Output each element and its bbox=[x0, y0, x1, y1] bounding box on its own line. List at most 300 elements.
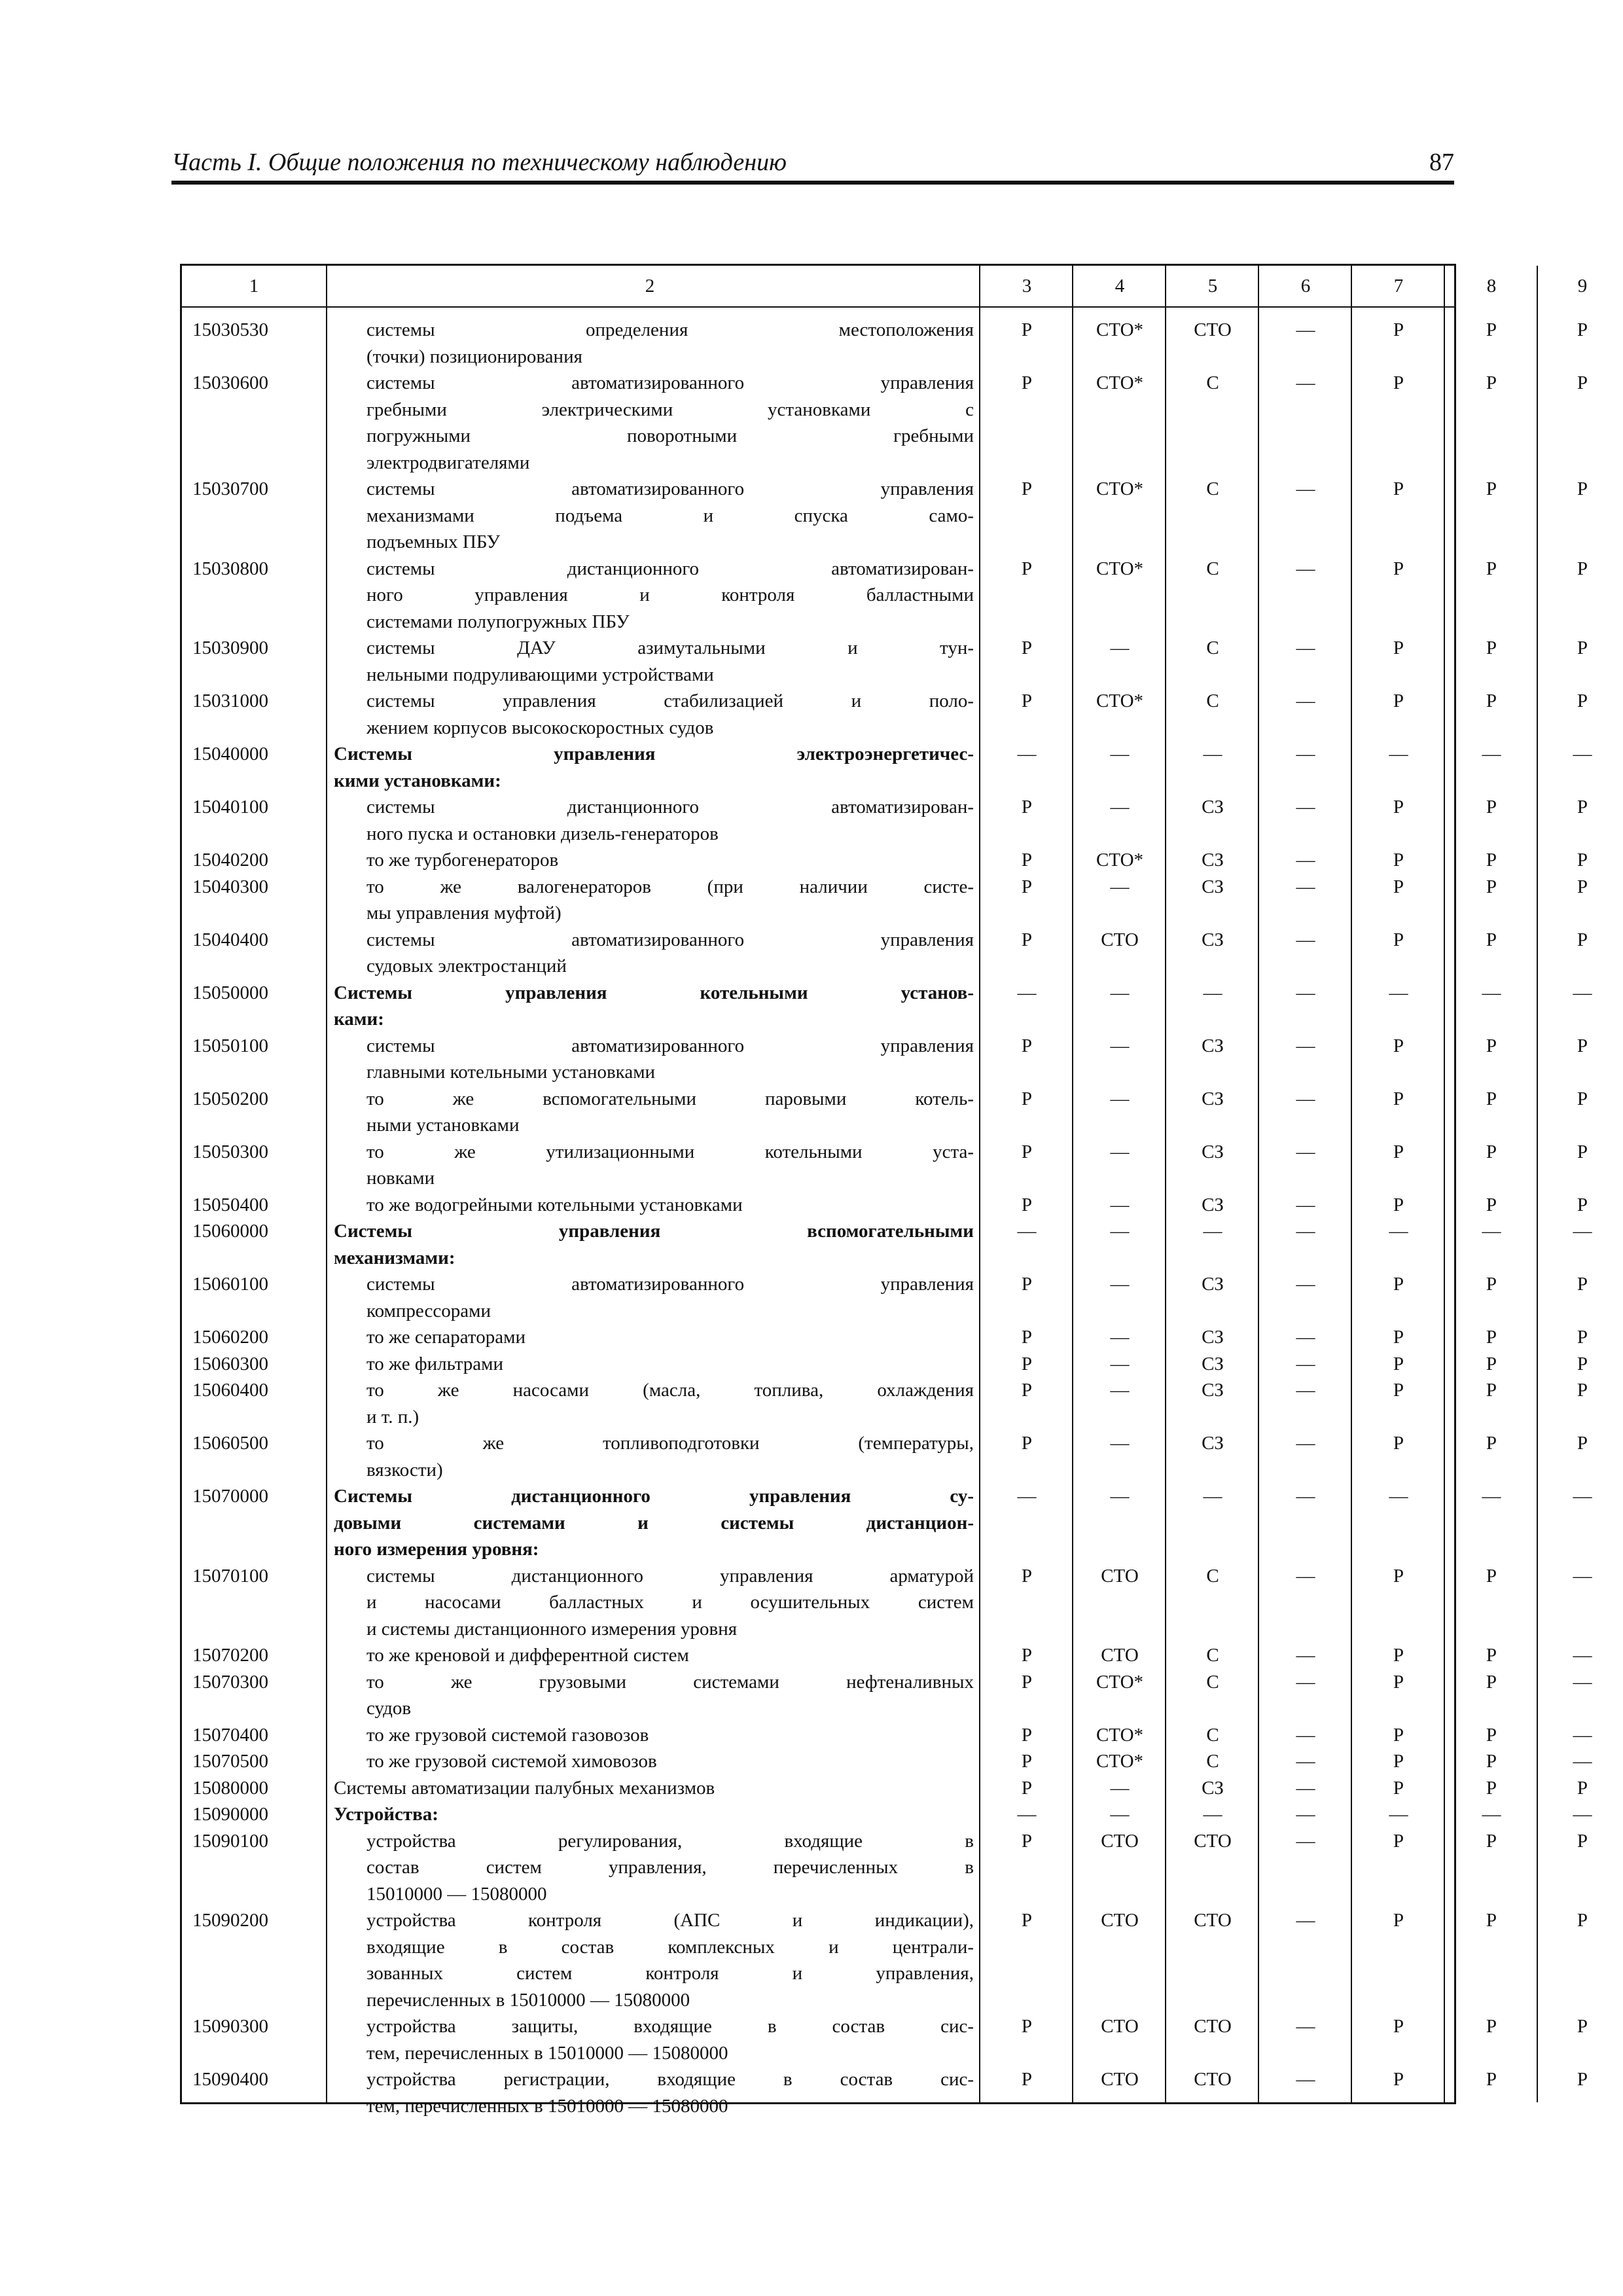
row-value: Р bbox=[1577, 1088, 1588, 1109]
row-value: СТО* bbox=[1096, 372, 1144, 393]
row-description bbox=[366, 1271, 974, 1324]
row-value: — bbox=[1482, 1221, 1501, 1242]
row-value: Р bbox=[1486, 1141, 1497, 1162]
row-value: СТО bbox=[1194, 319, 1232, 340]
row-value: — bbox=[1296, 1910, 1315, 1931]
row-code: 15070300 bbox=[192, 1671, 268, 1693]
column-header: 9 bbox=[1577, 276, 1588, 296]
row-value: Р bbox=[1486, 876, 1497, 897]
description-line: компрессорами bbox=[366, 1300, 491, 1321]
row-value: — bbox=[1296, 1724, 1315, 1746]
table-row bbox=[182, 980, 1592, 1033]
row-value: Р bbox=[1021, 558, 1033, 579]
row-value: Р bbox=[1021, 1380, 1033, 1401]
row-value: Р bbox=[1577, 691, 1588, 711]
row-value: — bbox=[1110, 1088, 1130, 1109]
column-header: 4 bbox=[1115, 276, 1125, 296]
description-line: кими установками: bbox=[334, 770, 501, 791]
description-line: то же фильтрами bbox=[366, 1353, 503, 1374]
row-code: 15040300 bbox=[192, 876, 268, 897]
row-value: — bbox=[1110, 1380, 1130, 1401]
row-value: С bbox=[1206, 372, 1219, 393]
row-value: Р bbox=[1486, 1433, 1497, 1454]
row-value: — bbox=[1296, 850, 1315, 870]
row-description bbox=[366, 847, 974, 874]
row-value: — bbox=[1573, 1671, 1592, 1693]
row-value: СТО* bbox=[1096, 1724, 1144, 1746]
row-value: Р bbox=[1577, 850, 1588, 870]
row-code: 15060500 bbox=[192, 1433, 268, 1454]
row-value: — bbox=[1110, 1327, 1130, 1348]
row-code: 15050300 bbox=[192, 1141, 268, 1162]
row-value: Р bbox=[1021, 319, 1033, 340]
row-description bbox=[366, 1642, 974, 1669]
description-line: мы управления муфтой) bbox=[366, 903, 562, 924]
row-value: — bbox=[1296, 1777, 1315, 1799]
row-description bbox=[366, 1828, 974, 1908]
row-value: Р bbox=[1021, 2016, 1033, 2037]
row-value: Р bbox=[1486, 1751, 1497, 1772]
row-value: Р bbox=[1021, 850, 1033, 870]
row-value: — bbox=[1389, 1804, 1408, 1825]
row-value: СЗ bbox=[1202, 1777, 1224, 1799]
row-value: Р bbox=[1393, 1194, 1404, 1215]
row-value: — bbox=[1296, 1327, 1315, 1348]
table-row bbox=[182, 1748, 1592, 1775]
row-code: 15070200 bbox=[192, 1645, 268, 1666]
description-line: системы автоматизированного управления bbox=[366, 1274, 974, 1295]
row-code: 15050400 bbox=[192, 1194, 268, 1215]
row-value: СТО* bbox=[1096, 691, 1144, 711]
description-line: то же турбогенераторов bbox=[366, 850, 559, 870]
description-line: устройства регулирования, входящие в bbox=[366, 1830, 974, 1852]
row-description bbox=[366, 1192, 974, 1219]
row-code: 15090100 bbox=[192, 1830, 268, 1852]
row-value: Р bbox=[1021, 1088, 1033, 1109]
row-value: Р bbox=[1393, 2016, 1404, 2037]
row-value: С bbox=[1206, 478, 1219, 499]
row-value: СЗ bbox=[1202, 1380, 1224, 1401]
description-line: 15010000 — 15080000 bbox=[366, 1883, 547, 1905]
description-line: Системы управления вспомогательными bbox=[334, 1221, 974, 1242]
row-value: Р bbox=[1393, 637, 1404, 658]
row-value: Р bbox=[1486, 691, 1497, 711]
page-header bbox=[171, 143, 1454, 185]
row-description bbox=[366, 1324, 974, 1351]
description-line: тем, перечисленных в 15010000 — 15080000 bbox=[366, 2095, 728, 2117]
row-code: 15040000 bbox=[192, 744, 268, 764]
row-value: Р bbox=[1021, 1353, 1033, 1374]
row-value: Р bbox=[1393, 1088, 1404, 1109]
row-code: 15040100 bbox=[192, 797, 268, 817]
description-line: зованных систем контроля и управления, bbox=[366, 1963, 974, 1984]
row-value: Р bbox=[1021, 1433, 1033, 1454]
description-line: устройства защиты, входящие в состав сис- bbox=[366, 2016, 974, 2037]
row-value: — bbox=[1017, 744, 1037, 764]
description-line: судов bbox=[366, 1698, 412, 1719]
row-value: — bbox=[1203, 1221, 1222, 1242]
row-code: 15030800 bbox=[192, 558, 268, 579]
row-value: — bbox=[1110, 797, 1130, 817]
description-line: входящие в состав комплексных и централи- bbox=[366, 1936, 974, 1958]
row-value: Р bbox=[1486, 637, 1497, 658]
row-value: Р bbox=[1021, 1830, 1033, 1852]
table-row bbox=[182, 1086, 1588, 1139]
row-value: — bbox=[1110, 1777, 1130, 1799]
row-value: Р bbox=[1393, 2069, 1404, 2090]
row-value: Р bbox=[1393, 1327, 1404, 1348]
description-line: то же утилизационными котельными уста- bbox=[366, 1141, 974, 1162]
row-value: СЗ bbox=[1202, 1194, 1224, 1215]
row-value: — bbox=[1389, 1486, 1408, 1507]
row-code: 15090300 bbox=[192, 2016, 268, 2037]
row-value: — bbox=[1573, 1486, 1592, 1507]
running-title: Часть I. Общие положения по техническому наблюдению bbox=[171, 149, 787, 176]
description-line: погружными поворотными гребными bbox=[366, 425, 974, 446]
row-value: Р bbox=[1486, 2069, 1497, 2090]
row-value: — bbox=[1482, 1486, 1501, 1507]
row-description bbox=[334, 741, 974, 794]
row-value: Р bbox=[1486, 797, 1497, 817]
row-value: Р bbox=[1393, 850, 1404, 870]
row-value: — bbox=[1482, 744, 1501, 764]
row-description bbox=[366, 2066, 974, 2119]
row-description bbox=[366, 1430, 974, 1483]
description-line: то же сепараторами bbox=[366, 1327, 526, 1348]
row-description bbox=[366, 1377, 974, 1430]
row-value: — bbox=[1296, 1274, 1315, 1295]
row-description bbox=[366, 476, 974, 556]
row-value: Р bbox=[1393, 1910, 1404, 1931]
table-row bbox=[182, 847, 1588, 874]
row-description bbox=[366, 1086, 974, 1139]
row-value: СТО bbox=[1101, 929, 1139, 950]
description-line: жением корпусов высокоскоростных судов bbox=[366, 717, 714, 738]
row-description bbox=[366, 635, 974, 688]
row-value: — bbox=[1573, 1645, 1592, 1666]
row-value: Р bbox=[1021, 1724, 1033, 1746]
row-value: — bbox=[1573, 1724, 1592, 1746]
row-value: СТО* bbox=[1096, 1751, 1144, 1772]
row-value: — bbox=[1296, 1088, 1315, 1109]
row-value: Р bbox=[1021, 1751, 1033, 1772]
description-line: Системы дистанционного управления су- bbox=[334, 1486, 974, 1507]
row-value: — bbox=[1573, 982, 1592, 1003]
description-line: и системы дистанционного измерения уровня bbox=[366, 1618, 738, 1640]
row-value: С bbox=[1206, 691, 1219, 711]
row-code: 15060200 bbox=[192, 1327, 268, 1348]
row-value: — bbox=[1017, 1486, 1037, 1507]
row-value: Р bbox=[1486, 1194, 1497, 1215]
row-value: — bbox=[1296, 1141, 1315, 1162]
description-line: нельными подруливающими устройствами bbox=[366, 664, 714, 685]
row-code: 15030900 bbox=[192, 637, 268, 658]
row-value: Р bbox=[1021, 2069, 1033, 2090]
row-value: Р bbox=[1577, 1035, 1588, 1056]
row-code: 15070500 bbox=[192, 1751, 268, 1772]
equipment-table bbox=[180, 264, 1592, 2117]
row-value: Р bbox=[1021, 1910, 1033, 1931]
row-value: — bbox=[1296, 1645, 1315, 1666]
row-value: Р bbox=[1393, 1724, 1404, 1746]
row-description bbox=[366, 317, 974, 370]
row-value: — bbox=[1017, 1804, 1037, 1825]
description-line: то же водогрейными котельными установками bbox=[366, 1194, 743, 1215]
row-value: Р bbox=[1577, 2069, 1588, 2090]
row-value: СЗ bbox=[1202, 1353, 1224, 1374]
row-value: Р bbox=[1393, 1645, 1404, 1666]
row-value: Р bbox=[1021, 372, 1033, 393]
description-line: Устройства: bbox=[334, 1804, 438, 1825]
row-value: — bbox=[1296, 558, 1315, 579]
row-value: СЗ bbox=[1202, 1327, 1224, 1348]
row-value: Р bbox=[1486, 850, 1497, 870]
row-description bbox=[366, 1722, 974, 1749]
row-value: — bbox=[1296, 637, 1315, 658]
table-row bbox=[182, 1828, 1588, 1908]
table-row bbox=[182, 476, 1588, 556]
row-value: — bbox=[1296, 1194, 1315, 1215]
row-value: Р bbox=[1486, 1830, 1497, 1852]
row-value: Р bbox=[1486, 372, 1497, 393]
row-value: Р bbox=[1486, 1910, 1497, 1931]
row-value: Р bbox=[1577, 1777, 1588, 1799]
row-value: Р bbox=[1021, 637, 1033, 658]
column-header: 1 bbox=[249, 276, 259, 296]
row-value: Р bbox=[1021, 1327, 1033, 1348]
page-number: 87 bbox=[1429, 149, 1454, 176]
row-value: СЗ bbox=[1202, 1274, 1224, 1295]
description-line: и насосами балластных и осушительных систем bbox=[366, 1592, 974, 1613]
row-value: — bbox=[1296, 478, 1315, 499]
row-value: СТО bbox=[1101, 2069, 1139, 2090]
row-description bbox=[366, 1669, 974, 1722]
table-row bbox=[182, 1483, 1592, 1563]
row-value: СЗ bbox=[1202, 850, 1224, 870]
row-value: С bbox=[1206, 1751, 1219, 1772]
description-line: системы дистанционного автоматизирован- bbox=[366, 558, 974, 579]
row-value: — bbox=[1110, 1221, 1130, 1242]
table-row bbox=[182, 1218, 1592, 1271]
table-row bbox=[182, 1351, 1588, 1378]
row-value: — bbox=[1296, 1486, 1315, 1507]
row-value: С bbox=[1206, 1565, 1219, 1587]
row-value: СТО* bbox=[1096, 850, 1144, 870]
row-value: СЗ bbox=[1202, 1141, 1224, 1162]
row-description bbox=[334, 1775, 974, 1802]
description-line: судовых электростанций bbox=[366, 956, 567, 977]
row-value: Р bbox=[1393, 1353, 1404, 1374]
row-code: 15060000 bbox=[192, 1221, 268, 1242]
row-value: СТО bbox=[1101, 1910, 1139, 1931]
description-line: состав систем управления, перечисленных в bbox=[366, 1857, 974, 1878]
row-description bbox=[334, 1218, 974, 1271]
row-value: Р bbox=[1021, 876, 1033, 897]
row-description bbox=[366, 370, 974, 476]
row-value: — bbox=[1296, 319, 1315, 340]
table-row bbox=[182, 1271, 1588, 1324]
row-description bbox=[366, 688, 974, 741]
row-value: — bbox=[1296, 1751, 1315, 1772]
row-code: 15090200 bbox=[192, 1910, 268, 1931]
column-header: 3 bbox=[1022, 276, 1032, 296]
row-value: Р bbox=[1393, 319, 1404, 340]
description-line: системы автоматизированного управления bbox=[366, 929, 974, 950]
description-line: Системы автоматизации палубных механизмов bbox=[334, 1777, 715, 1799]
table-row bbox=[182, 1192, 1588, 1219]
row-value: — bbox=[1296, 1830, 1315, 1852]
row-value: Р bbox=[1577, 1910, 1588, 1931]
description-line: вязкости) bbox=[366, 1459, 443, 1480]
description-line: устройства контроля (АПС и индикации), bbox=[366, 1910, 974, 1931]
row-value: — bbox=[1296, 1221, 1315, 1242]
row-value: СТО bbox=[1101, 1565, 1139, 1587]
description-line: системы определения местоположения bbox=[366, 319, 974, 340]
row-description bbox=[366, 927, 974, 980]
row-value: — bbox=[1296, 1671, 1315, 1693]
column-header: 6 bbox=[1300, 276, 1311, 296]
row-value: — bbox=[1110, 1035, 1130, 1056]
row-value: СТО bbox=[1194, 2069, 1232, 2090]
row-value: Р bbox=[1393, 478, 1404, 499]
row-value: — bbox=[1017, 982, 1037, 1003]
row-value: — bbox=[1110, 1141, 1130, 1162]
row-value: Р bbox=[1021, 1777, 1033, 1799]
row-value: СТО* bbox=[1096, 558, 1144, 579]
row-code: 15070000 bbox=[192, 1486, 268, 1507]
row-value: Р bbox=[1577, 478, 1588, 499]
row-value: Р bbox=[1577, 1830, 1588, 1852]
table-row bbox=[182, 317, 1588, 370]
row-description bbox=[366, 1907, 974, 2013]
table-row bbox=[182, 1722, 1592, 1749]
row-value: — bbox=[1296, 744, 1315, 764]
row-value: Р bbox=[1021, 929, 1033, 950]
row-value: — bbox=[1296, 1433, 1315, 1454]
row-value: СТО bbox=[1101, 1830, 1139, 1852]
description-line: ного управления и контроля балластными bbox=[366, 584, 974, 605]
row-value: Р bbox=[1577, 929, 1588, 950]
row-value: — bbox=[1389, 982, 1408, 1003]
row-value: Р bbox=[1393, 1751, 1404, 1772]
row-value: СТО* bbox=[1096, 478, 1144, 499]
description-line: системами полупогружных ПБУ bbox=[366, 611, 630, 632]
table-row bbox=[182, 1033, 1588, 1086]
description-line: то же грузовой системой газовозов bbox=[366, 1724, 649, 1746]
row-code: 15060300 bbox=[192, 1353, 268, 1374]
table-row bbox=[182, 1324, 1588, 1351]
row-value: Р bbox=[1393, 929, 1404, 950]
row-value: Р bbox=[1577, 372, 1588, 393]
row-code: 15040400 bbox=[192, 929, 268, 950]
table-header-row bbox=[182, 266, 1588, 306]
row-value: — bbox=[1203, 1804, 1222, 1825]
description-line: то же грузовой системой химовозов bbox=[366, 1751, 657, 1772]
row-value: Р bbox=[1577, 797, 1588, 817]
description-line: тем, перечисленных в 15010000 — 15080000 bbox=[366, 2042, 728, 2064]
row-value: — bbox=[1573, 1221, 1592, 1242]
row-value: Р bbox=[1577, 1327, 1588, 1348]
table-row bbox=[182, 2066, 1588, 2119]
row-value: С bbox=[1206, 1671, 1219, 1693]
row-value: СТО bbox=[1101, 2016, 1139, 2037]
table-row bbox=[182, 927, 1588, 980]
row-value: — bbox=[1296, 372, 1315, 393]
row-description bbox=[366, 874, 974, 927]
table-row bbox=[182, 2013, 1588, 2066]
row-value: — bbox=[1110, 1194, 1130, 1215]
row-value: СЗ bbox=[1202, 1088, 1224, 1109]
row-value: СЗ bbox=[1202, 1433, 1224, 1454]
row-value: СЗ bbox=[1202, 876, 1224, 897]
description-line: Системы управления электроэнергетичес- bbox=[334, 744, 974, 764]
row-value: — bbox=[1110, 982, 1130, 1003]
row-value: — bbox=[1203, 982, 1222, 1003]
row-value: Р bbox=[1021, 797, 1033, 817]
table-row bbox=[182, 1775, 1588, 1802]
row-value: Р bbox=[1486, 1380, 1497, 1401]
row-value: Р bbox=[1393, 558, 1404, 579]
description-line: то же топливоподготовки (температуры, bbox=[366, 1433, 974, 1454]
table-row bbox=[182, 1801, 1592, 1828]
row-value: Р bbox=[1486, 1777, 1497, 1799]
description-line: электродвигателями bbox=[366, 452, 530, 473]
row-value: Р bbox=[1486, 319, 1497, 340]
row-value: СТО bbox=[1194, 1910, 1232, 1931]
row-value: — bbox=[1389, 744, 1408, 764]
row-value: Р bbox=[1393, 1830, 1404, 1852]
row-value: Р bbox=[1486, 1274, 1497, 1295]
row-value: Р bbox=[1486, 1088, 1497, 1109]
row-value: Р bbox=[1021, 1141, 1033, 1162]
row-value: — bbox=[1296, 2016, 1315, 2037]
table-row bbox=[182, 741, 1592, 794]
description-line: ного измерения уровня: bbox=[334, 1539, 539, 1560]
description-line: системы дистанционного автоматизирован- bbox=[366, 797, 974, 817]
row-description bbox=[366, 1563, 974, 1643]
row-value: — bbox=[1110, 637, 1130, 658]
description-line: системы ДАУ азимутальными и тун- bbox=[366, 637, 974, 658]
row-value: Р bbox=[1486, 1671, 1497, 1693]
description-line: Системы управления котельными установ- bbox=[334, 982, 974, 1003]
description-line: и т. п.) bbox=[366, 1406, 419, 1427]
row-value: Р bbox=[1021, 1671, 1033, 1693]
row-value: — bbox=[1296, 1380, 1315, 1401]
row-value: СЗ bbox=[1202, 929, 1224, 950]
row-value: Р bbox=[1393, 1274, 1404, 1295]
row-value: — bbox=[1296, 876, 1315, 897]
row-value: — bbox=[1573, 744, 1592, 764]
row-value: С bbox=[1206, 637, 1219, 658]
row-value: Р bbox=[1577, 637, 1588, 658]
description-line: системы автоматизированного управления bbox=[366, 1035, 974, 1056]
row-value: — bbox=[1110, 1433, 1130, 1454]
row-value: — bbox=[1110, 1804, 1130, 1825]
description-line: новками bbox=[366, 1168, 435, 1189]
row-value: — bbox=[1482, 982, 1501, 1003]
table-row bbox=[182, 635, 1588, 688]
row-code: 15070400 bbox=[192, 1724, 268, 1746]
row-value: СТО bbox=[1194, 1830, 1232, 1852]
row-value: Р bbox=[1577, 2016, 1588, 2037]
row-value: СТО* bbox=[1096, 319, 1144, 340]
row-value: Р bbox=[1486, 1353, 1497, 1374]
description-line: (точки) позиционирования bbox=[366, 346, 582, 367]
row-value: — bbox=[1110, 1353, 1130, 1374]
row-code: 15080000 bbox=[192, 1777, 268, 1799]
row-description bbox=[334, 1483, 974, 1563]
row-value: Р bbox=[1393, 1777, 1404, 1799]
